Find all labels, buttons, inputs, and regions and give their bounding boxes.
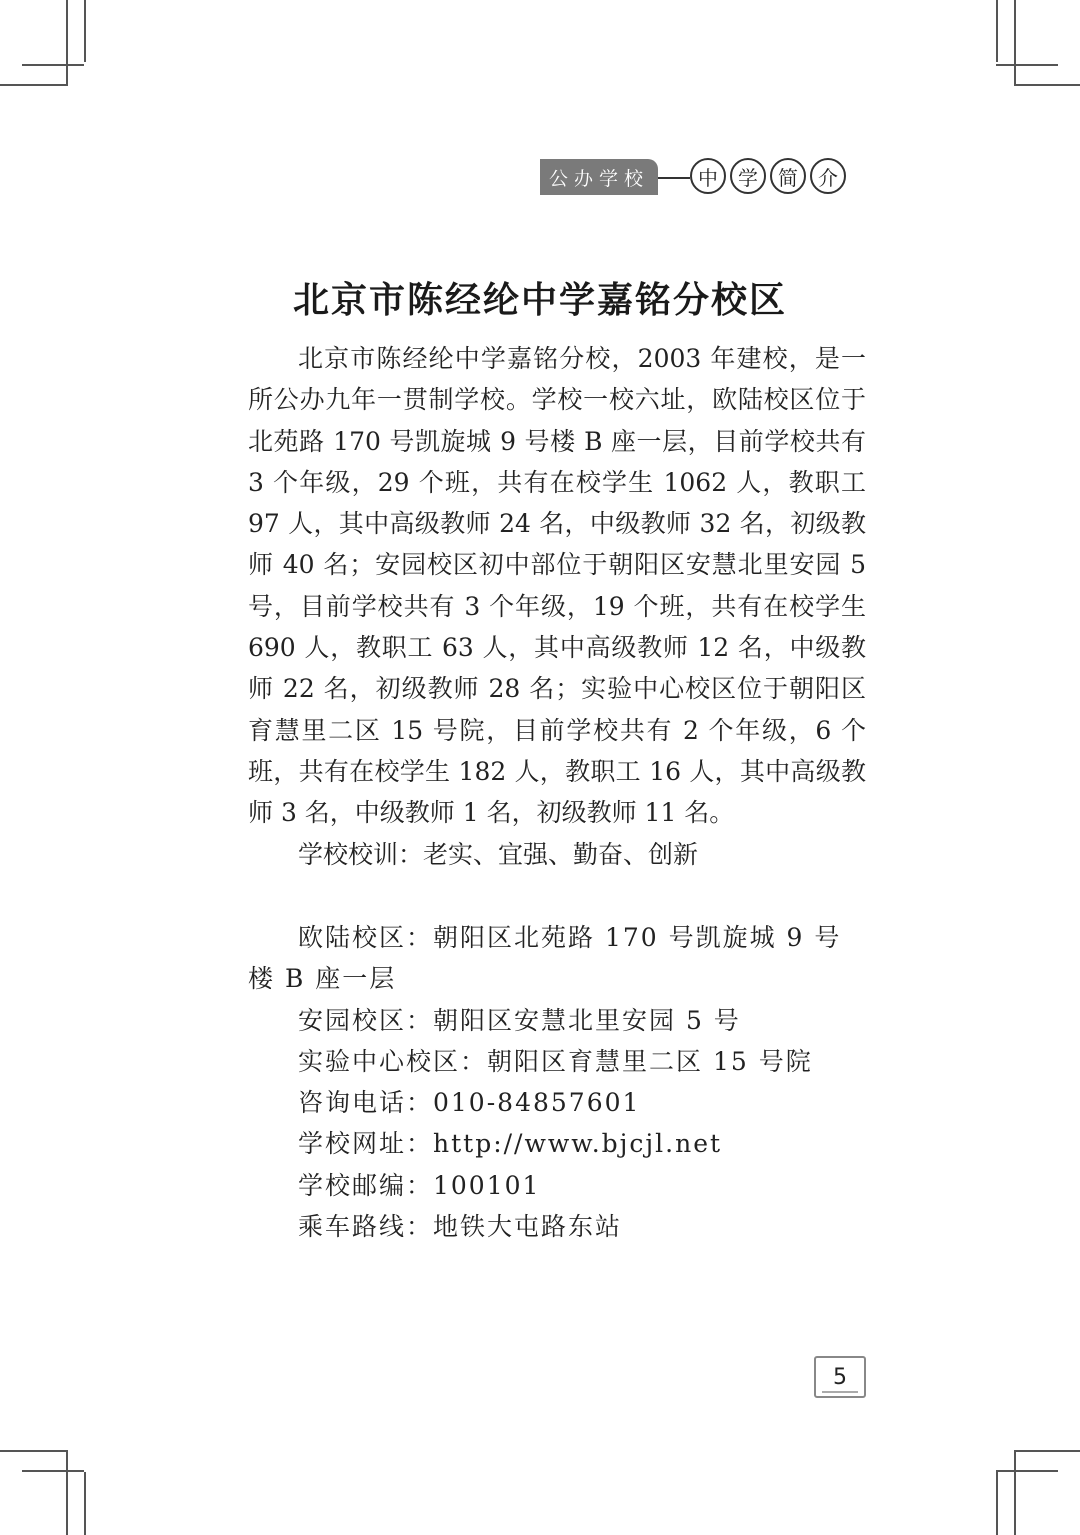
crop-mark bbox=[1014, 0, 1016, 86]
crop-mark bbox=[0, 84, 66, 86]
crop-mark bbox=[996, 0, 998, 62]
circle-char: 学 bbox=[730, 158, 766, 194]
section-circles bbox=[690, 158, 846, 194]
section-tag: 公办学校 bbox=[540, 159, 658, 195]
contact-postcode: 学校邮编：100101 bbox=[298, 1170, 541, 1200]
circle-char: 中 bbox=[690, 158, 726, 194]
crop-mark bbox=[22, 64, 84, 66]
crop-mark bbox=[1014, 1450, 1016, 1535]
crop-mark bbox=[1014, 84, 1080, 86]
crop-mark bbox=[66, 1450, 68, 1535]
contact-list bbox=[248, 917, 866, 1247]
contact-phone: 咨询电话：010-84857601 bbox=[298, 1088, 641, 1118]
crop-mark bbox=[996, 1470, 1058, 1472]
school-motto: 学校校训：老实、宜强、勤奋、创新 bbox=[298, 839, 699, 869]
crop-mark bbox=[1014, 1450, 1080, 1452]
crop-mark bbox=[66, 0, 68, 86]
circle-char: 介 bbox=[810, 158, 846, 194]
contact-anyuan-campus: 安园校区：朝阳区安慧北里安园 5 号 bbox=[298, 1005, 741, 1035]
body-text bbox=[248, 338, 866, 875]
page-title: 北京市陈经纶中学嘉铭分校区 bbox=[292, 280, 787, 321]
circle-char: 简 bbox=[770, 158, 806, 194]
crop-mark bbox=[84, 1472, 86, 1535]
crop-mark bbox=[22, 1470, 84, 1472]
crop-mark bbox=[996, 1472, 998, 1535]
contact-oulu-campus: 欧陆校区：朝阳区北苑路 170 号凯旋城 9 号楼 B 座一层 bbox=[248, 923, 842, 994]
contact-experimental-campus: 实验中心校区：朝阳区育慧里二区 15 号院 bbox=[298, 1046, 813, 1076]
page-number: 5 bbox=[814, 1356, 866, 1398]
contact-transit: 乘车路线：地铁大屯路东站 bbox=[298, 1212, 623, 1242]
section-connector-line bbox=[658, 177, 690, 179]
crop-mark bbox=[996, 64, 1058, 66]
contact-website: 学校网址：http://www.bjcjl.net bbox=[298, 1129, 723, 1159]
crop-mark bbox=[84, 0, 86, 62]
crop-mark bbox=[0, 1450, 66, 1452]
intro-paragraph: 北京市陈经纶中学嘉铭分校，2003 年建校，是一所公办九年一贯制学校。学校一校六址，欧陆校区位于北苑路 170 号凯旋城 9 号楼 B 座一层，目前学校共有 3 个年级，29 个班，共有在校学生 1062 人，教职工 97 人，其中高级教师 24 名，中级教师 32 名，初级教师 40 名；安园校区初中部位于朝阳区安慧北里安园 5 号，目前学校共有 3 个年级，19 个班，共有在校学生 690 人，教职工 63 人，其中高级教师 12 名，中级教师 22 名，初级教师 28 名；实验中心校区位于朝阳区育慧里二区 15 号院，目前学校共有 2 个年级，6 个班，共有在校学生 182 人，教职工 16 人，其中高级教师 3 名，中级教师 1 名，初级教师 11 名。 bbox=[248, 344, 866, 828]
